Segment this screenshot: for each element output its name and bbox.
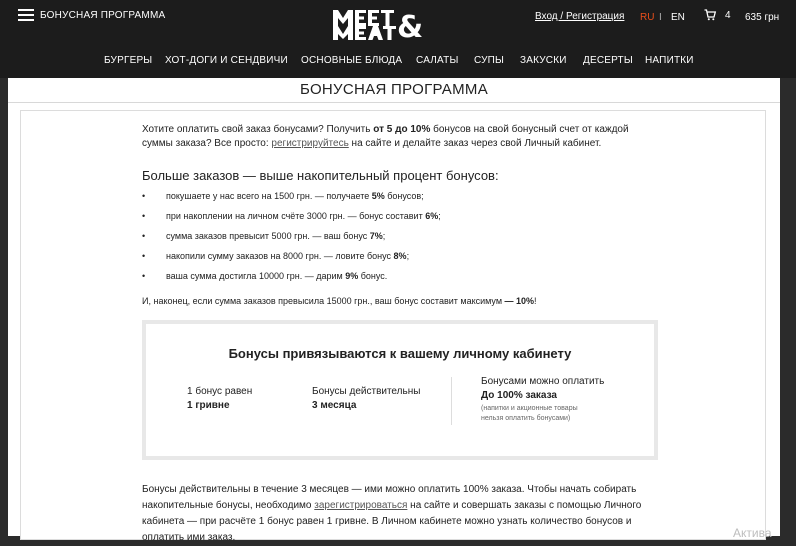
cart-total[interactable]: 635 грн bbox=[745, 12, 780, 23]
activation-watermark: Актива bbox=[733, 526, 772, 540]
intro-bold: от 5 до 10% bbox=[373, 124, 431, 135]
nav-item-soups[interactable]: СУПЫ bbox=[474, 55, 505, 66]
bonus-rate-value: 1 гривне bbox=[187, 400, 230, 411]
nav-item-hotdogs[interactable]: ХОТ-ДОГИ И СЕНДВИЧИ bbox=[165, 55, 288, 66]
title-divider bbox=[8, 102, 780, 103]
list-item: • накопили сумму заказов на 8000 грн. — ловите бонус 8%; bbox=[142, 250, 441, 270]
bonus-validity-value: 3 месяца bbox=[312, 400, 357, 411]
intro-part3: на сайте и делайте заказ через свой Личный кабинет. bbox=[348, 138, 602, 149]
page-content bbox=[8, 78, 780, 543]
nav-item-snacks[interactable]: ЗАКУСКИ bbox=[520, 55, 567, 66]
list-item: • при накоплении на личном счёте 3000 грн. — бонус составит 6%; bbox=[142, 210, 441, 230]
intro-part2: бонусов на свой бонусный счет от каждой суммы заказа? Все просто: bbox=[142, 124, 629, 149]
lang-en[interactable]: EN bbox=[671, 12, 685, 23]
main-nav bbox=[0, 48, 796, 78]
list-item: • ваша сумма достигла 10000 грн. — дарим 9% бонус. bbox=[142, 270, 441, 290]
intro-text bbox=[142, 123, 652, 151]
bonus-payment-column bbox=[481, 375, 604, 424]
list-item: • сумма заказов превысит 5000 грн. — ваш бонус 7%; bbox=[142, 230, 441, 250]
bonus-rate-column bbox=[187, 385, 252, 413]
bonus-levels-list bbox=[142, 190, 441, 290]
bonus-validity-label: Бонусы действительны bbox=[312, 386, 421, 397]
nav-item-drinks[interactable]: НАПИТКИ bbox=[645, 55, 694, 66]
bonus-payment-value: До 100% заказа bbox=[481, 390, 557, 401]
bonus-rate-label: 1 бонус равен bbox=[187, 386, 253, 397]
column-divider bbox=[451, 377, 452, 425]
bonus-info-box bbox=[142, 320, 658, 460]
bonus-box-title: Бонусы привязываются к вашему личному кабинету bbox=[228, 346, 572, 361]
bonus-payment-note-1: (напитки и акционные товары bbox=[481, 405, 578, 412]
max-bonus-text: И, наконец, если сумма заказов превысила 15000 грн., ваш бонус составит максимум — 10%! bbox=[142, 296, 537, 306]
cart-button[interactable] bbox=[704, 9, 731, 21]
page-title: БОНУСНАЯ ПРОГРАММА bbox=[299, 81, 489, 98]
svg-text:&: & bbox=[397, 10, 424, 45]
cart-icon[interactable] bbox=[704, 9, 716, 21]
menu-toggle[interactable] bbox=[18, 9, 165, 21]
cart-count[interactable]: 4 bbox=[725, 9, 731, 21]
lang-ru[interactable]: RU bbox=[640, 12, 655, 23]
register-link-2[interactable]: зарегистрироваться bbox=[314, 500, 408, 511]
login-register-link[interactable]: Вход / Регистрация bbox=[535, 11, 625, 22]
lang-separator: I bbox=[659, 12, 662, 23]
bonus-payment-label: Бонусами можно оплатить bbox=[481, 376, 605, 387]
list-item: • покушаете у нас всего на 1500 грн. — получаете 5% бонусов; bbox=[142, 190, 441, 210]
outro-text: Бонусы действительны в течение 3 месяцев — ими можно оплатить 100% заказа. Чтобы начать собирать накопительные бонусы, необходимо зарегистрироваться на сайте и совершать заказы с помощью Личного кабинета — при расчёте 1 бонус равен 1 гривне. В Личном кабинете можно узнать количество бонусов и оплатить ими заказ. bbox=[142, 484, 642, 543]
top-bar bbox=[0, 0, 796, 48]
nav-item-burgers[interactable]: БУРГЕРЫ bbox=[104, 55, 153, 66]
nav-item-desserts[interactable]: ДЕСЕРТЫ bbox=[583, 55, 633, 66]
register-link[interactable]: регистрируйтесь bbox=[271, 138, 349, 149]
nav-item-main-dishes[interactable]: ОСНОВНЫЕ БЛЮДА bbox=[301, 55, 403, 66]
bonus-payment-note-2: нельзя оплатить бонусами) bbox=[481, 415, 571, 422]
intro-part1: Хотите оплатить свой заказ бонусами? Получить bbox=[142, 124, 374, 135]
hamburger-icon[interactable] bbox=[18, 9, 34, 21]
menu-label[interactable]: БОНУСНАЯ ПРОГРАММА bbox=[40, 9, 166, 21]
bonus-card bbox=[20, 110, 766, 543]
nav-item-salads[interactable]: САЛАТЫ bbox=[416, 55, 459, 66]
bonus-validity-column bbox=[312, 385, 420, 413]
bonus-levels-heading: Больше заказов — выше накопительный процент бонусов: bbox=[142, 168, 499, 183]
logo[interactable] bbox=[333, 6, 465, 45]
